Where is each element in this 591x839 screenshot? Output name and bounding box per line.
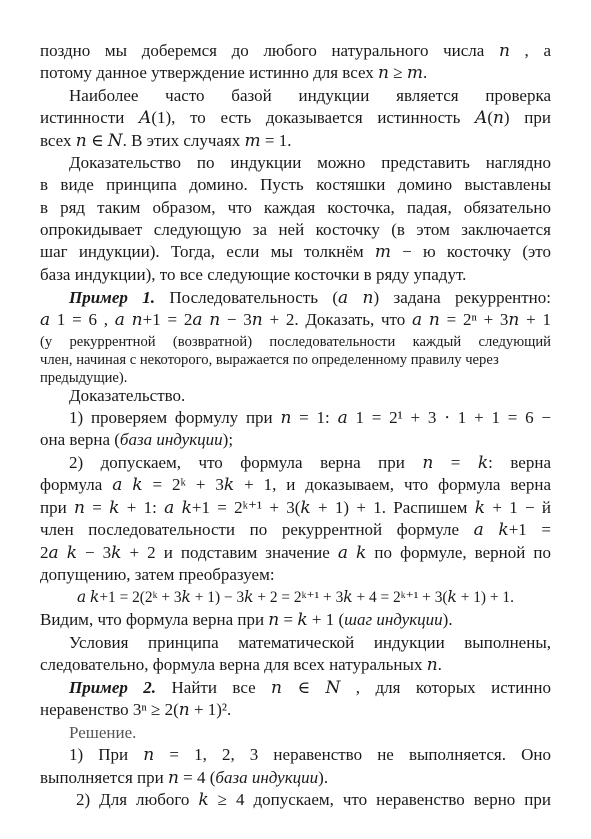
text-line: в виде принципа домино. Пусть костяшки домино выставлены bbox=[40, 175, 551, 194]
solution-heading: Решение. bbox=[69, 723, 137, 742]
italic-term: шаг индукции bbox=[344, 610, 443, 629]
text-line: поздно мы доберемся до любого натурального числа 𝑛 , а bbox=[40, 41, 551, 60]
text-line: в ряд таким образом, что каждая косточка, падая, обязательно bbox=[40, 198, 551, 217]
italic-term: база индукции bbox=[215, 768, 319, 787]
text-line: потому данное утверждение истинно для всех 𝑛 ≥ 𝑚. bbox=[40, 63, 428, 82]
text-line: 𝑎 1 = 6 , 𝑎 𝑛+1 = 2𝑎 𝑛 − 3𝑛 + 2. Доказать, что 𝑎 𝑛 = 2ⁿ + 3𝑛 + 1 bbox=[40, 310, 551, 329]
text-line: формула 𝑎 𝑘 = 2ᵏ + 3𝑘 + 1, и доказываем, что формула верна bbox=[40, 475, 551, 494]
text-line: шаг индукции). Тогда, если мы толкнём 𝑚 − ю косточку (это bbox=[40, 242, 551, 261]
text-line bbox=[40, 767, 551, 789]
text-span: ). bbox=[442, 610, 453, 629]
text-line: 1) проверяем формулу при 𝑛 = 1: 𝑎 1 = 2¹ + 3 ⋅ 1 + 1 = 6 − bbox=[69, 408, 551, 427]
formula-line: 𝑎 𝑘+1 = 2(2ᵏ + 3𝑘 + 1) − 3𝑘 + 2 = 2ᵏ⁺¹ + 3𝑘 + 4 = 2ᵏ⁺¹ + 3(𝑘 + 1) + 1. bbox=[77, 589, 514, 606]
paragraph-start: Доказательство по индукции можно представить наглядно bbox=[69, 153, 551, 172]
example-1-label: Пример 1. bbox=[69, 288, 156, 307]
text-line: 1) При 𝑛 = 1, 2, 3 неравенство не выполняется. Оно bbox=[69, 745, 551, 764]
example-2-heading bbox=[69, 677, 551, 699]
note-line: предыдущие). bbox=[40, 370, 128, 386]
text-span: выполняется при 𝑛 = 4 ( bbox=[40, 768, 216, 787]
example-1-text: Последовательность (𝑎 𝑛) задана рекуррентно: bbox=[155, 288, 551, 307]
text-span: Видим, что формула верна при 𝑛 = 𝑘 + 1 ( bbox=[40, 610, 345, 629]
text-span: ). bbox=[318, 768, 329, 787]
text-line: при 𝑛 = 𝑘 + 1: 𝑎 𝑘+1 = 2ᵏ⁺¹ + 3(𝑘 + 1) + 1. Распишем 𝑘 + 1 − й bbox=[40, 498, 551, 517]
text-span: ); bbox=[222, 430, 234, 449]
text-line: база индукции), то все следующие косточки в ряду упадут. bbox=[40, 265, 467, 284]
text-line: неравенство 3ⁿ ≥ 2(𝑛 + 1)². bbox=[40, 700, 232, 719]
proof-heading: Доказательство. bbox=[69, 386, 186, 405]
text-line bbox=[40, 429, 551, 451]
note-line: (у рекуррентной (возвратной) последовательности каждый следующий bbox=[40, 334, 551, 350]
text-line: опрокидывает следующую за ней косточку (в этом заключается bbox=[40, 220, 551, 239]
paragraph-start: Наиболее часто базой индукции является проверка bbox=[69, 86, 551, 105]
text-span: она верна ( bbox=[40, 430, 120, 449]
text-line: член последовательности по рекуррентной формуле 𝑎 𝑘+1 = bbox=[40, 520, 551, 539]
text-line: 2𝑎 𝑘 − 3𝑘 + 2 и подставим значение 𝑎 𝑘 по формуле, верной по bbox=[40, 543, 551, 562]
example-2-label: Пример 2. bbox=[69, 678, 157, 697]
text-line: следовательно, формула верна для всех натуральных 𝑛. bbox=[40, 655, 442, 674]
italic-term: база индукции bbox=[119, 430, 223, 449]
text-line: 2) Для любого 𝑘 ≥ 4 допускаем, что неравенство верно при bbox=[76, 790, 551, 809]
text-line: 2) допускаем, что формула верна при 𝑛 = 𝑘: верна bbox=[69, 453, 551, 472]
text-line: истинности 𝐴(1), то есть доказывается истинность 𝐴(𝑛) при bbox=[40, 108, 551, 127]
text-line bbox=[40, 609, 551, 631]
paragraph-start: Условия принципа математической индукции выполнены, bbox=[69, 633, 551, 652]
example-1-heading bbox=[69, 287, 551, 309]
note-line: член, начиная с некоторого, выражается по определенному правилу через bbox=[40, 352, 499, 368]
example-2-text: Найти все 𝑛 ∈ 𝑁 , для которых истинно bbox=[156, 678, 551, 697]
text-line: допущению, затем преобразуем: bbox=[40, 565, 275, 584]
text-line: всех 𝑛 ∈ 𝑁. В этих случаях 𝑚 = 1. bbox=[40, 131, 292, 150]
